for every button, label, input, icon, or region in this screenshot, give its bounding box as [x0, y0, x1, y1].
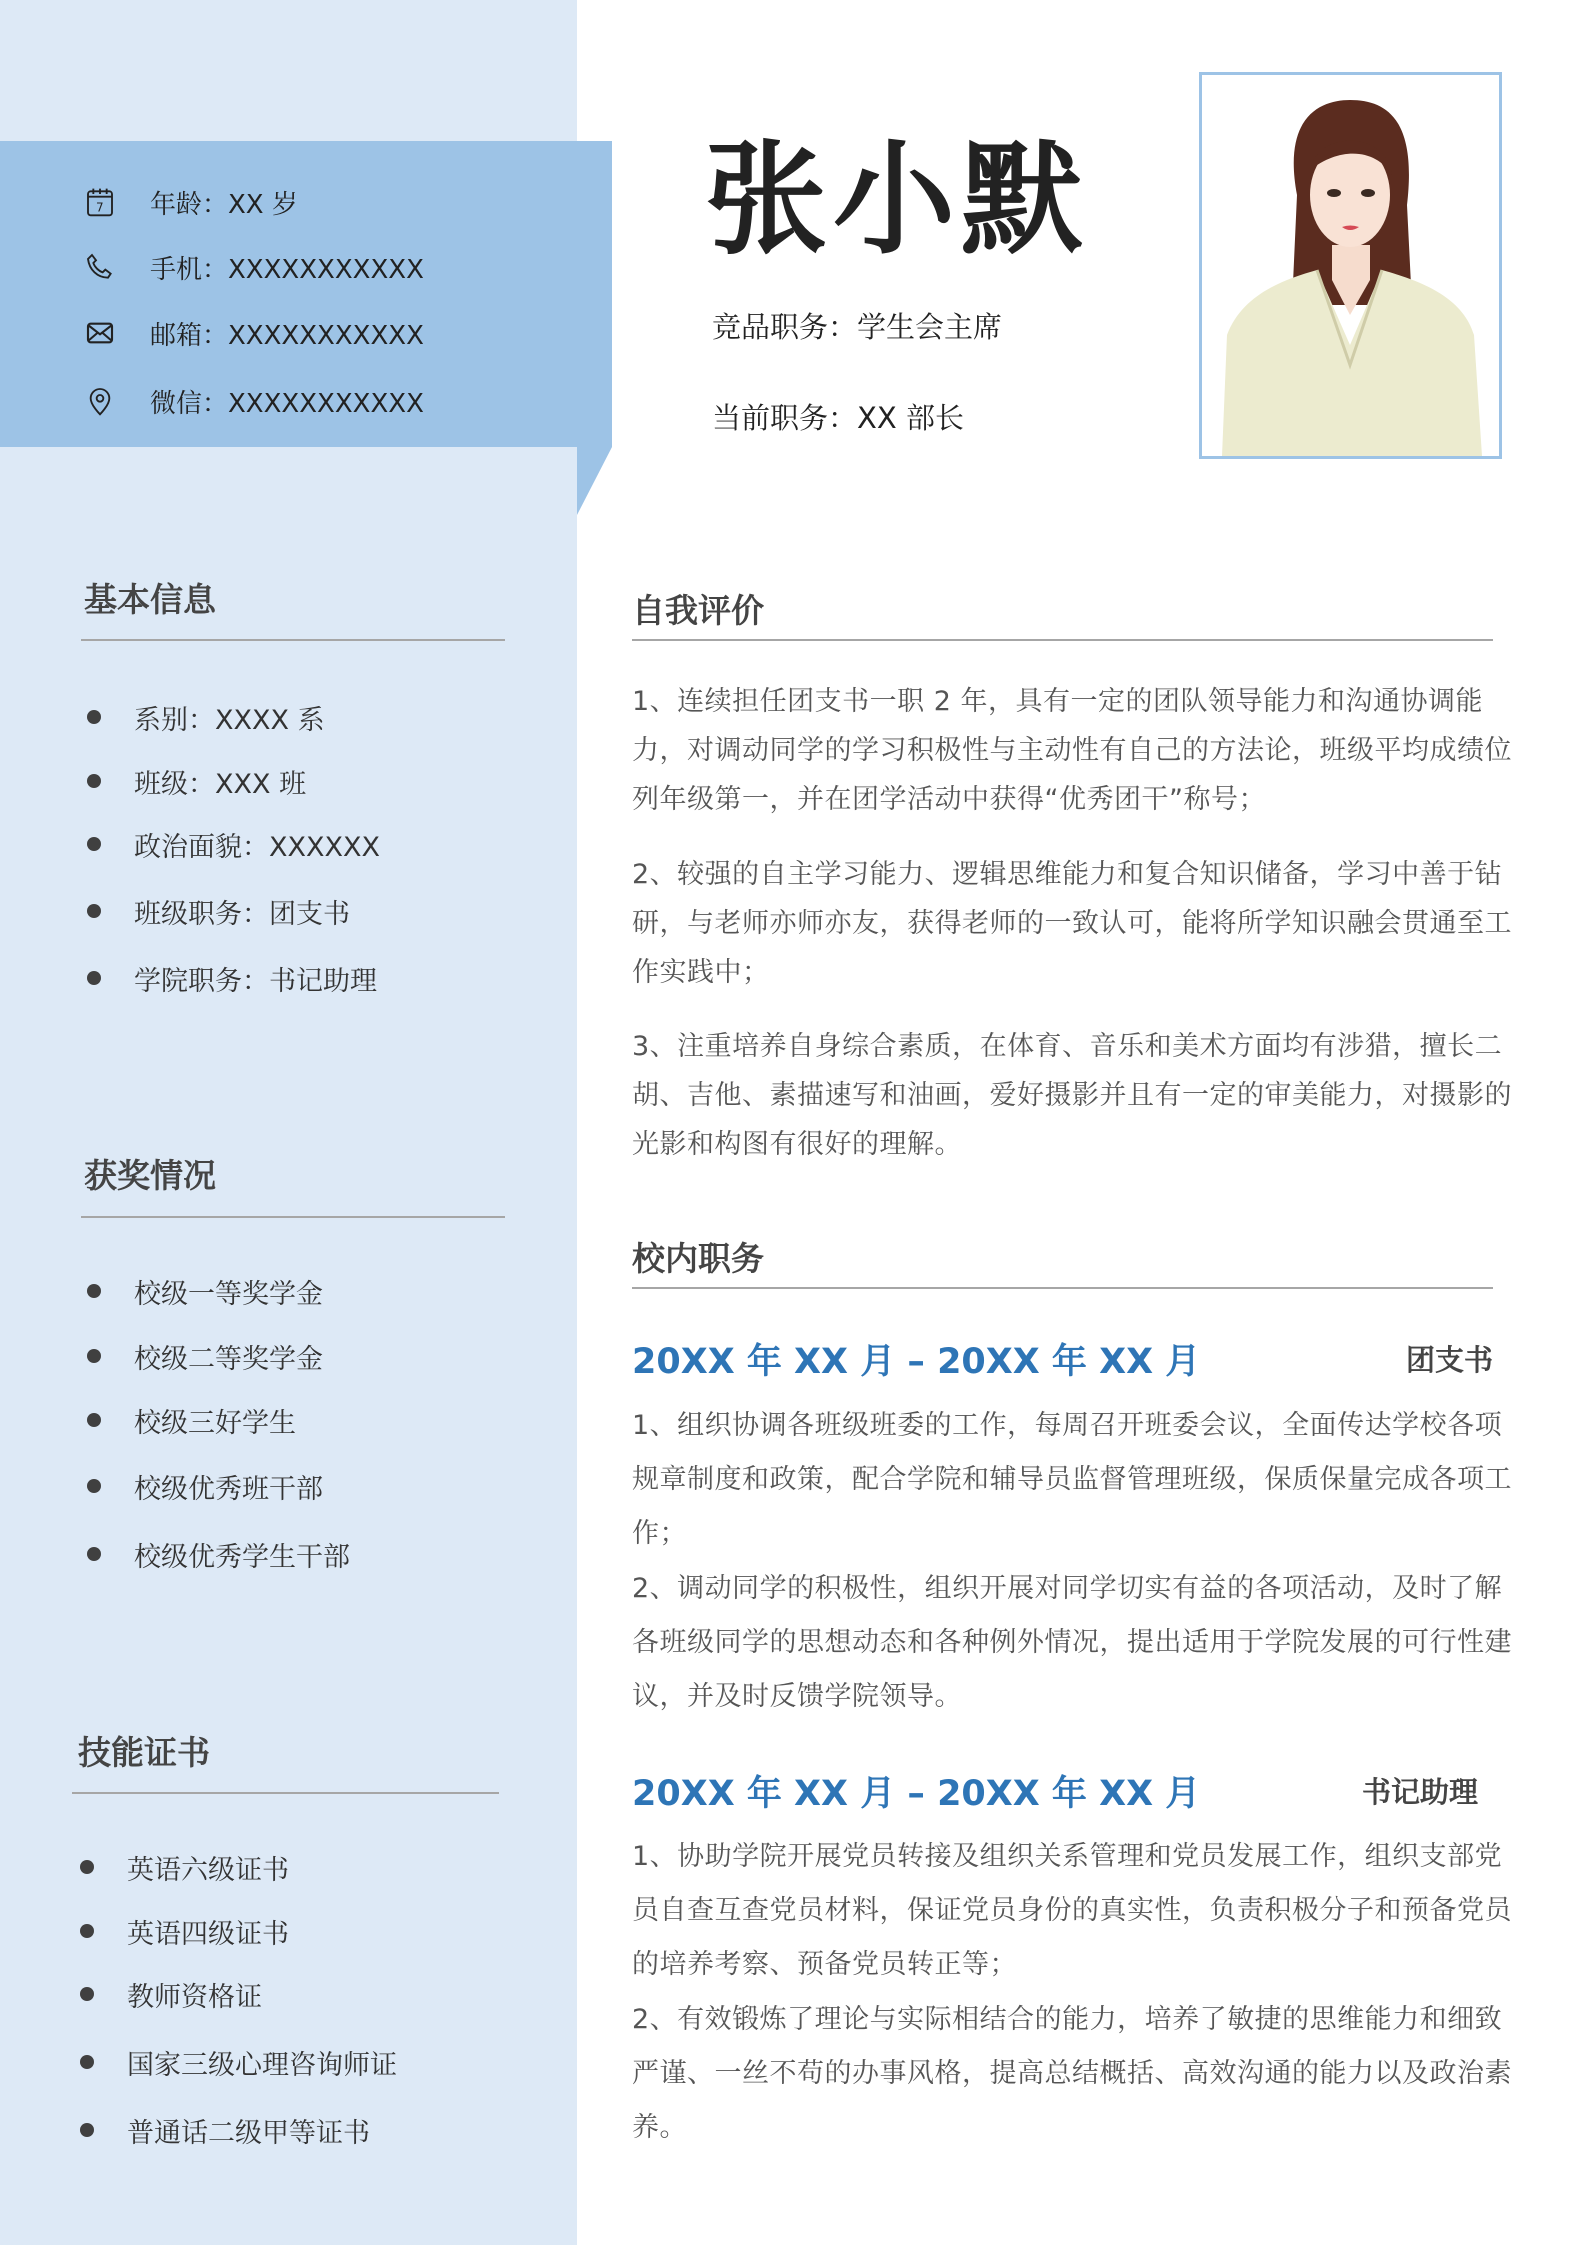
- self-eval-title: 自我评价: [632, 591, 764, 630]
- list-item: 英语四级证书: [80, 1911, 289, 1951]
- position-detail: 1、组织协调各班级班委的工作，每周召开班委会议，全面传达学校各项规章制度和政策，配合学院和辅导员监督管理班级，保质保量完成各项工作；: [632, 1410, 1512, 1549]
- divider: [632, 639, 1493, 641]
- contact-email: [84, 313, 424, 353]
- position-role: 书记助理: [1361, 1775, 1478, 1809]
- candidate-name: 张小默: [705, 129, 1089, 271]
- contact-phone: [84, 247, 424, 287]
- divider: [632, 1287, 1493, 1289]
- contact-email-text: 邮箱：XXXXXXXXXXX: [150, 320, 424, 351]
- list-item: 学院职务：书记助理: [87, 958, 377, 998]
- list-item: 系别：XXXX 系: [87, 697, 325, 737]
- list-item: 校级二等奖学金: [87, 1336, 323, 1376]
- mail-icon: [84, 317, 116, 349]
- phone-icon: [84, 251, 116, 283]
- divider: [72, 1792, 499, 1794]
- list-item: 班级职务：团支书: [87, 891, 350, 931]
- current-job: 当前职务：XX 部长: [712, 401, 964, 435]
- location-icon: [84, 385, 116, 417]
- list-item: 普通话二级甲等证书: [80, 2110, 370, 2150]
- positions-title: 校内职务: [632, 1239, 764, 1278]
- position-date: 20XX 年 XX 月 – 20XX 年 XX 月: [632, 1342, 1201, 1382]
- certificates-title: 技能证书: [78, 1733, 210, 1772]
- contact-age: [84, 182, 298, 222]
- list-item: 班级：XXX 班: [87, 761, 306, 801]
- svg-text:7: 7: [96, 200, 104, 215]
- list-item: 校级三好学生: [87, 1400, 296, 1440]
- list-item: 英语六级证书: [80, 1847, 289, 1887]
- self-eval-paragraph: 3、注重培养自身综合素质，在体育、音乐和美术方面均有涉猎，擅长二胡、吉他、素描速写和油画，爱好摄影并且有一定的审美能力，对摄影的光影和构图有很好的理解。: [632, 1031, 1512, 1160]
- profile-photo: [1199, 72, 1502, 459]
- band-fold: [577, 447, 612, 515]
- position-role: 团支书: [1405, 1343, 1493, 1377]
- list-item: 国家三级心理咨询师证: [80, 2042, 397, 2082]
- self-eval-paragraph: 2、较强的自主学习能力、逻辑思维能力和复合知识储备，学习中善于钻研，与老师亦师亦友，获得老师的一致认可，能将所学知识融会贯通至工作实践中；: [632, 859, 1512, 988]
- contact-wechat: [84, 381, 424, 421]
- position-detail: 1、协助学院开展党员转接及组织关系管理和党员发展工作，组织支部党员自查互查党员材料，保证党员身份的真实性，负责积极分子和预备党员的培养考察、预备党员转正等；: [632, 1841, 1512, 1980]
- position-detail: 2、有效锻炼了理论与实际相结合的能力，培养了敏捷的思维能力和细致严谨、一丝不苟的办事风格，提高总结概括、高效沟通的能力以及政治素养。: [632, 2004, 1512, 2143]
- basic-info-title: 基本信息: [84, 580, 216, 619]
- position-date: 20XX 年 XX 月 – 20XX 年 XX 月: [632, 1774, 1201, 1814]
- contact-age-text: 年龄：XX 岁: [150, 189, 298, 220]
- list-item: 政治面貌：XXXXXX: [87, 824, 380, 864]
- list-item: 校级一等奖学金: [87, 1271, 323, 1311]
- list-item: 校级优秀班干部: [87, 1466, 323, 1506]
- target-job: 竞品职务：学生会主席: [712, 310, 1003, 344]
- list-item: 教师资格证: [80, 1974, 262, 2014]
- awards-title: 获奖情况: [84, 1156, 216, 1195]
- calendar-icon: [84, 186, 116, 218]
- contact-wechat-text: 微信：XXXXXXXXXXX: [150, 388, 424, 419]
- self-eval-paragraph: 1、连续担任团支书一职 2 年，具有一定的团队领导能力和沟通协调能力，对调动同学的学习积极性与主动性有自己的方法论，班级平均成绩位列年级第一，并在团学活动中获得“优秀团干”称号；: [632, 686, 1512, 815]
- divider: [81, 1216, 505, 1218]
- divider: [81, 639, 505, 641]
- position-detail: 2、调动同学的积极性，组织开展对同学切实有益的各项活动，及时了解各班级同学的思想动态和各种例外情况，提出适用于学院发展的可行性建议，并及时反馈学院领导。: [632, 1573, 1512, 1712]
- list-item: 校级优秀学生干部: [87, 1534, 350, 1574]
- contact-phone-text: 手机：XXXXXXXXXXX: [150, 254, 424, 285]
